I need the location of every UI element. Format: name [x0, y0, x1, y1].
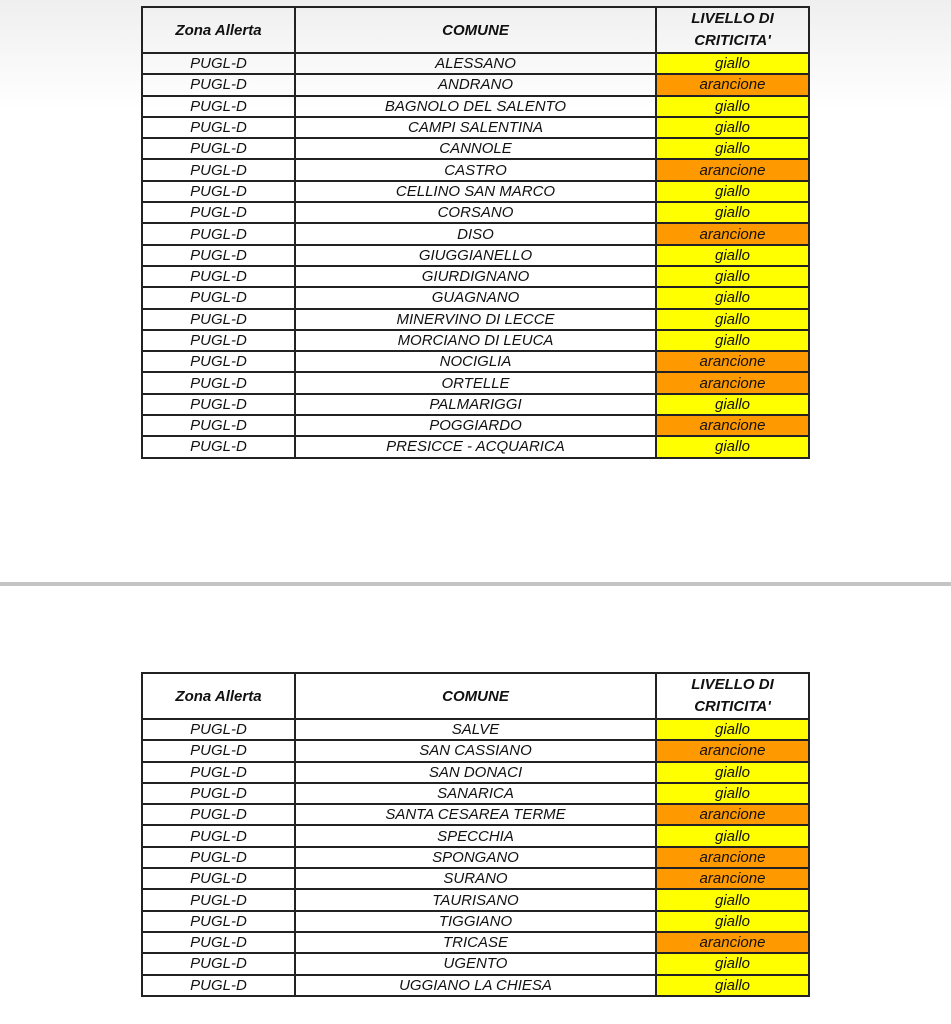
cell-comune: UGENTO — [295, 953, 656, 974]
table-row — [142, 117, 809, 138]
cell-comune: ALESSANO — [295, 53, 656, 74]
cell-comune: ORTELLE — [295, 372, 656, 393]
cell-comune: SANTA CESAREA TERME — [295, 804, 656, 825]
cell-zona: PUGL-D — [142, 932, 295, 953]
cell-comune: TIGGIANO — [295, 911, 656, 932]
cell-zona: PUGL-D — [142, 804, 295, 825]
table-row — [142, 415, 809, 436]
cell-comune: POGGIARDO — [295, 415, 656, 436]
cell-livello-giallo: giallo — [656, 138, 809, 159]
cell-comune: SURANO — [295, 868, 656, 889]
table-row — [142, 330, 809, 351]
alert-table-1 — [141, 6, 810, 459]
table-row — [142, 783, 809, 804]
cell-zona: PUGL-D — [142, 223, 295, 244]
cell-livello-giallo: giallo — [656, 266, 809, 287]
header-zona-allerta: Zona Allerta — [142, 673, 295, 719]
cell-livello-giallo: giallo — [656, 953, 809, 974]
cell-comune: UGGIANO LA CHIESA — [295, 975, 656, 996]
cell-zona: PUGL-D — [142, 783, 295, 804]
cell-comune: MINERVINO DI LECCE — [295, 309, 656, 330]
cell-zona: PUGL-D — [142, 202, 295, 223]
cell-zona: PUGL-D — [142, 287, 295, 308]
cell-comune: SAN CASSIANO — [295, 740, 656, 761]
cell-zona: PUGL-D — [142, 181, 295, 202]
cell-zona: PUGL-D — [142, 96, 295, 117]
cell-comune: TAURISANO — [295, 889, 656, 910]
cell-zona: PUGL-D — [142, 719, 295, 740]
page-divider — [0, 582, 951, 586]
table-header-row — [142, 673, 809, 719]
cell-comune: ANDRANO — [295, 74, 656, 95]
cell-livello-arancione: arancione — [656, 74, 809, 95]
cell-zona: PUGL-D — [142, 825, 295, 846]
table-row — [142, 181, 809, 202]
table-row — [142, 53, 809, 74]
table-row — [142, 762, 809, 783]
cell-livello-giallo: giallo — [656, 762, 809, 783]
table-row — [142, 719, 809, 740]
cell-zona: PUGL-D — [142, 245, 295, 266]
header-livello-criticita: LIVELLO DI CRITICITA' — [656, 673, 809, 719]
cell-livello-giallo: giallo — [656, 53, 809, 74]
cell-zona: PUGL-D — [142, 911, 295, 932]
cell-comune: CASTRO — [295, 159, 656, 180]
cell-livello-giallo: giallo — [656, 719, 809, 740]
cell-comune: PALMARIGGI — [295, 394, 656, 415]
table-row — [142, 202, 809, 223]
table-row — [142, 394, 809, 415]
header-zona-allerta: Zona Allerta — [142, 7, 295, 53]
cell-livello-arancione: arancione — [656, 372, 809, 393]
cell-comune: SANARICA — [295, 783, 656, 804]
table-row — [142, 889, 809, 910]
cell-livello-giallo: giallo — [656, 117, 809, 138]
cell-livello-arancione: arancione — [656, 804, 809, 825]
cell-zona: PUGL-D — [142, 74, 295, 95]
cell-comune: NOCIGLIA — [295, 351, 656, 372]
cell-zona: PUGL-D — [142, 117, 295, 138]
cell-livello-arancione: arancione — [656, 868, 809, 889]
table-row — [142, 138, 809, 159]
table-row — [142, 847, 809, 868]
cell-zona: PUGL-D — [142, 351, 295, 372]
cell-zona: PUGL-D — [142, 889, 295, 910]
cell-livello-giallo: giallo — [656, 330, 809, 351]
alert-table-2 — [141, 672, 810, 997]
cell-zona: PUGL-D — [142, 330, 295, 351]
cell-comune: SPECCHIA — [295, 825, 656, 846]
cell-livello-arancione: arancione — [656, 223, 809, 244]
cell-comune: CORSANO — [295, 202, 656, 223]
cell-livello-giallo: giallo — [656, 181, 809, 202]
cell-livello-giallo: giallo — [656, 287, 809, 308]
table-row — [142, 96, 809, 117]
cell-comune: PRESICCE - ACQUARICA — [295, 436, 656, 457]
cell-zona: PUGL-D — [142, 372, 295, 393]
cell-zona: PUGL-D — [142, 309, 295, 330]
table-row — [142, 932, 809, 953]
cell-livello-arancione: arancione — [656, 351, 809, 372]
table-row — [142, 266, 809, 287]
cell-livello-giallo: giallo — [656, 783, 809, 804]
cell-zona: PUGL-D — [142, 762, 295, 783]
table-row — [142, 953, 809, 974]
table-header-row — [142, 7, 809, 53]
cell-livello-giallo: giallo — [656, 96, 809, 117]
cell-livello-giallo: giallo — [656, 309, 809, 330]
table-row — [142, 287, 809, 308]
cell-livello-giallo: giallo — [656, 202, 809, 223]
cell-comune: CAMPI SALENTINA — [295, 117, 656, 138]
table-row — [142, 911, 809, 932]
cell-zona: PUGL-D — [142, 394, 295, 415]
cell-comune: MORCIANO DI LEUCA — [295, 330, 656, 351]
table-row — [142, 868, 809, 889]
table-row — [142, 245, 809, 266]
cell-comune: CANNOLE — [295, 138, 656, 159]
cell-comune: TRICASE — [295, 932, 656, 953]
cell-zona: PUGL-D — [142, 868, 295, 889]
cell-livello-giallo: giallo — [656, 245, 809, 266]
cell-comune: SALVE — [295, 719, 656, 740]
header-comune: COMUNE — [295, 673, 656, 719]
table-row — [142, 975, 809, 996]
table-row — [142, 825, 809, 846]
cell-livello-arancione: arancione — [656, 847, 809, 868]
cell-livello-giallo: giallo — [656, 436, 809, 457]
cell-comune: GUAGNANO — [295, 287, 656, 308]
header-comune: COMUNE — [295, 7, 656, 53]
table-row — [142, 372, 809, 393]
cell-comune: SAN DONACI — [295, 762, 656, 783]
cell-livello-giallo: giallo — [656, 394, 809, 415]
cell-comune: BAGNOLO DEL SALENTO — [295, 96, 656, 117]
cell-comune: CELLINO SAN MARCO — [295, 181, 656, 202]
table-row — [142, 436, 809, 457]
cell-comune: DISO — [295, 223, 656, 244]
cell-livello-giallo: giallo — [656, 889, 809, 910]
cell-livello-arancione: arancione — [656, 932, 809, 953]
cell-zona: PUGL-D — [142, 415, 295, 436]
cell-zona: PUGL-D — [142, 436, 295, 457]
cell-comune: SPONGANO — [295, 847, 656, 868]
table-row — [142, 740, 809, 761]
header-livello-criticita: LIVELLO DI CRITICITA' — [656, 7, 809, 53]
cell-comune: GIURDIGNANO — [295, 266, 656, 287]
cell-livello-giallo: giallo — [656, 975, 809, 996]
table-body — [142, 719, 809, 996]
cell-livello-giallo: giallo — [656, 825, 809, 846]
cell-livello-arancione: arancione — [656, 159, 809, 180]
cell-livello-arancione: arancione — [656, 415, 809, 436]
table-row — [142, 74, 809, 95]
cell-zona: PUGL-D — [142, 740, 295, 761]
cell-livello-giallo: giallo — [656, 911, 809, 932]
table-row — [142, 223, 809, 244]
cell-zona: PUGL-D — [142, 138, 295, 159]
cell-zona: PUGL-D — [142, 847, 295, 868]
table-row — [142, 309, 809, 330]
cell-zona: PUGL-D — [142, 53, 295, 74]
table-row — [142, 159, 809, 180]
cell-comune: GIUGGIANELLO — [295, 245, 656, 266]
table-body — [142, 53, 809, 458]
table-row — [142, 351, 809, 372]
cell-zona: PUGL-D — [142, 159, 295, 180]
cell-zona: PUGL-D — [142, 975, 295, 996]
cell-zona: PUGL-D — [142, 953, 295, 974]
cell-zona: PUGL-D — [142, 266, 295, 287]
cell-livello-arancione: arancione — [656, 740, 809, 761]
table-row — [142, 804, 809, 825]
